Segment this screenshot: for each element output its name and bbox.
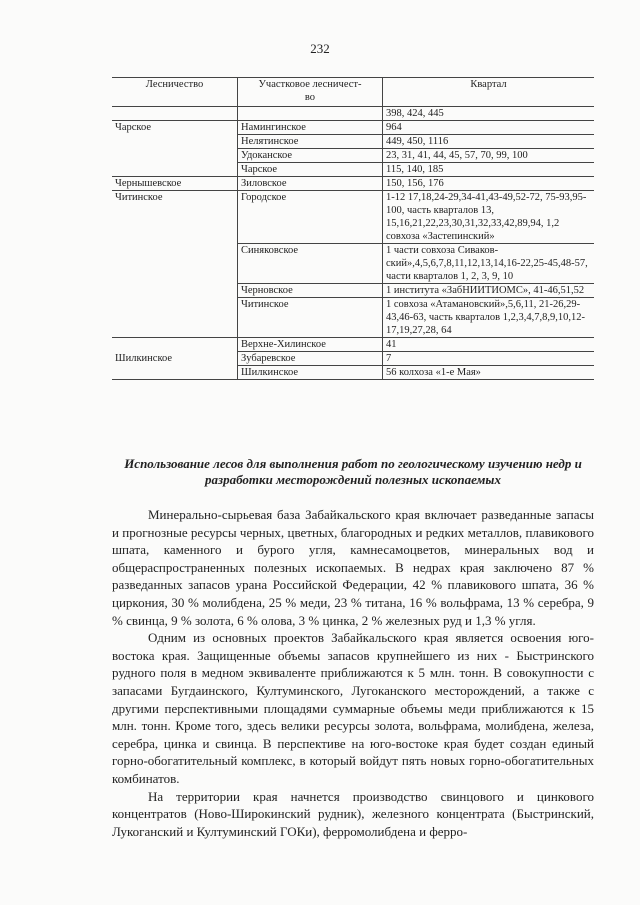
paragraph: На территории края начнется производство свинцового и цинкового концентратов (Ново-Широкинский рудник), железного концентрата (Быстринский, Лукоганский и Култуминский ГОКи), ферромолибдена и ферро- xyxy=(112,788,594,839)
header-lesnichestvo: Лесничество xyxy=(112,78,238,107)
cell-kvartal: 1-12 17,18,24-29,34-41,43-49,52-72, 75-93,95-100, часть кварталов 13, 15,16,21,22,23,30,31,32,33,42,89,94, 1,2 совхоза «Застепинский» xyxy=(383,191,595,244)
cell-kvartal: 7 xyxy=(383,352,595,366)
cell-lesnichestvo xyxy=(112,284,238,298)
paragraph: Минерально-сырьевая база Забайкальского края включает разведанные запасы и прогнозные ресурсы черных, цветных, благородных и редких металлов, плавикового шпата, каменного и бурого угля, камнесамоцветов, минеральных вод и общераспространенных полезных ископаемых. В недрах края заключено 87 % разведанных запасов урана Российской Федерации, 42 % плавикового шпата, 36 % циркония, 30 % молибдена, 25 % меди, 23 % титана, 16 % вольфрама, 13 % серебра, 9 % свинца, 9 % золота, 6 % олова, 3 % цинка, 2 % железных руд и 1,3 % угля. xyxy=(112,507,594,628)
cell-kvartal: 150, 156, 176 xyxy=(383,177,595,191)
cell-uchastkovoe: Городское xyxy=(238,191,383,244)
cell-kvartal: 115, 140, 185 xyxy=(383,163,595,177)
cell-uchastkovoe: Читинское xyxy=(238,298,383,338)
cell-lesnichestvo xyxy=(112,163,238,177)
cell-uchastkovoe xyxy=(238,107,383,121)
table-header-row xyxy=(112,78,594,107)
cell-lesnichestvo xyxy=(112,366,238,380)
body-text xyxy=(112,506,594,840)
cell-lesnichestvo: Чернышевское xyxy=(112,177,238,191)
cell-kvartal: 41 xyxy=(383,338,595,352)
cell-uchastkovoe: Верхне-Хилинское xyxy=(238,338,383,352)
table-row xyxy=(112,107,594,121)
cell-uchastkovoe: Намингинское xyxy=(238,121,383,135)
table-row xyxy=(112,244,594,284)
cell-lesnichestvo: Шилкинское xyxy=(112,352,238,366)
table-row xyxy=(112,163,594,177)
cell-kvartal: 1 института «ЗабНИИТИОМС», 41-46,51,52 xyxy=(383,284,595,298)
cell-uchastkovoe: Шилкинское xyxy=(238,366,383,380)
header-kvartal: Квартал xyxy=(383,78,595,107)
table-row xyxy=(112,298,594,338)
page-number: 232 xyxy=(310,41,330,56)
cell-kvartal: 23, 31, 41, 44, 45, 57, 70, 99, 100 xyxy=(383,149,595,163)
cell-lesnichestvo: Чарское xyxy=(112,121,238,135)
cell-uchastkovoe: Черновское xyxy=(238,284,383,298)
cell-lesnichestvo xyxy=(112,244,238,284)
cell-uchastkovoe: Удоканское xyxy=(238,149,383,163)
cell-lesnichestvo xyxy=(112,338,238,352)
section-title: Использование лесов для выполнения работ по геологическому изучению недр и разработки месторождений полезных ископаемых xyxy=(124,456,582,487)
cell-kvartal: 449, 450, 1116 xyxy=(383,135,595,149)
cell-lesnichestvo xyxy=(112,107,238,121)
cell-kvartal: 1 совхоза «Атамановский»,5,6,11, 21-26,29-43,46-63, часть кварталов 1,2,3,4,7,8,9,10,12-17,19,27,28, 64 xyxy=(383,298,595,338)
table-row xyxy=(112,191,594,244)
cell-uchastkovoe: Синяковское xyxy=(238,244,383,284)
cell-kvartal: 964 xyxy=(383,121,595,135)
cell-uchastkovoe: Чарское xyxy=(238,163,383,177)
table-row xyxy=(112,121,594,135)
table-row xyxy=(112,177,594,191)
table-row xyxy=(112,352,594,366)
cell-lesnichestvo xyxy=(112,298,238,338)
header-uchastkovoe-text: Участковое лесничест- во xyxy=(258,79,362,103)
table-row xyxy=(112,366,594,380)
table-row xyxy=(112,149,594,163)
cell-uchastkovoe: Зиловское xyxy=(238,177,383,191)
cell-kvartal: 398, 424, 445 xyxy=(383,107,595,121)
table-row xyxy=(112,135,594,149)
cell-uchastkovoe: Нелятинское xyxy=(238,135,383,149)
cell-kvartal: 56 колхоза «1-е Мая» xyxy=(383,366,595,380)
table-row xyxy=(112,338,594,352)
cell-lesnichestvo xyxy=(112,149,238,163)
cell-uchastkovoe: Зубаревское xyxy=(238,352,383,366)
cell-kvartal: 1 части совхоза Сиваков-ский»,4,5,6,7,8,11,12,13,14,16-22,25-45,48-57, части кварталов 1, 2, 3, 9, 10 xyxy=(383,244,595,284)
cell-lesnichestvo xyxy=(112,135,238,149)
cell-lesnichestvo: Читинское xyxy=(112,191,238,244)
header-uchastkovoe xyxy=(238,78,383,107)
forestry-table xyxy=(112,77,594,380)
table-row xyxy=(112,284,594,298)
paragraph: Одним из основных проектов Забайкальского края является освоения юго-востока края. Защищенные объемы запасов крупнейшего из них - Быстринского рудного поля в медном эквиваленте приближаются к 5 млн. тонн. В совокупности с запасами Бугдаинского, Култуминского, Лугоканского месторождений, а также с другими перспективными площадями суммарные объемы меди приближаются к 15 млн. тонн. Кроме того, здесь велики ресурсы золота, вольфрама, молибдена, железа, серебра, цинка и свинца. В перспективе на юго-востоке края будет создан единый горно-обогатительный комплекс, в который войдут пять новых горно-обогатительных комбинатов. xyxy=(112,630,594,786)
